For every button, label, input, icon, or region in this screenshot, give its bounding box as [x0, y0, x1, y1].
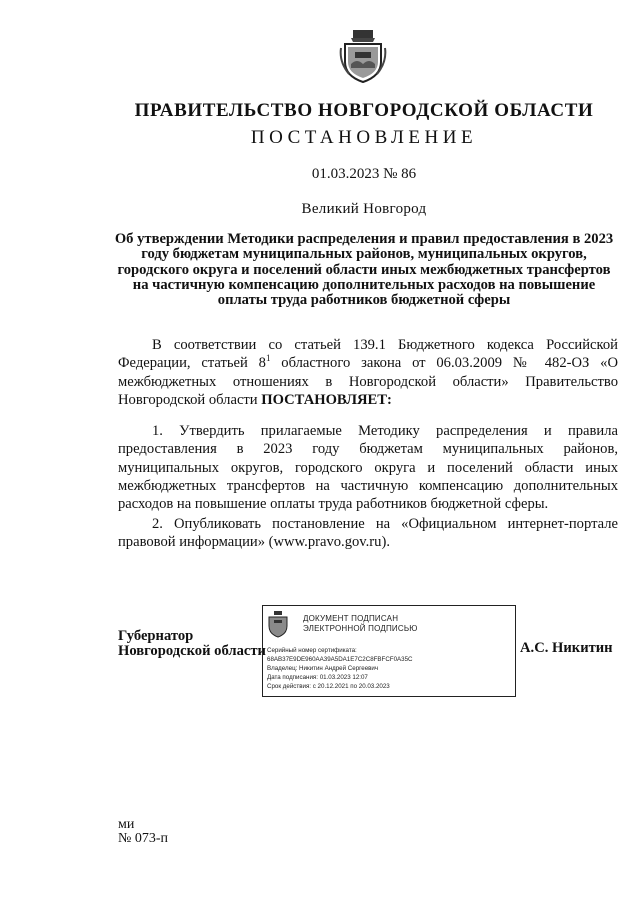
cert-validity: Срок действия: с 20.12.2021 по 20.03.2023 [267, 683, 390, 690]
document-subject: Об утверждении Методики распределения и правил предоставления в 2023 году бюджетам муниципальных районов, муниципальных округов, городского округа и поселений области иных межбюджетных трансфертов на частичную компенсацию дополнительных расходов на повышение оплаты труда работников бюджетной сферы [114, 231, 614, 309]
cert-owner: Владелец: Никитин Андрей Сергеевич [267, 665, 379, 672]
stamp-emblem-icon [267, 610, 289, 638]
resolves-keyword: ПОСТАНОВЛЯЕТ: [261, 391, 392, 408]
preamble-text: В соответствии со статьей 139.1 Бюджетного кодекса Российской Федерации, статьей 8 [118, 337, 618, 372]
document-type: ПОСТАНОВЛЕНИЕ [250, 127, 478, 148]
clause-1: 1. Утвердить прилагаемые Методику распределения и правила предоставления в 2023 году бюджетам муниципальных районов, муниципальных округов, городского округа и поселений области иных межбюджетных трансфертов на частичную компенсацию дополнительных расходов на повышение оплаты труда работников бюджетной сферы. [118, 423, 618, 513]
government-title: ПРАВИТЕЛЬСТВО НОВГОРОДСКОЙ ОБЛАСТИ [134, 100, 594, 121]
city-name: Великий Новгород [301, 201, 427, 217]
stamp-heading-line-2: ЭЛЕКТРОННОЙ ПОДПИСЬЮ [303, 624, 418, 633]
clause-2: 2. Опубликовать постановление на «Официальном интернет-портале правовой информации» (www.pravo.gov.ru). [118, 516, 618, 551]
preamble-text-cont: областного закона от 06.03.2009 № 482-ОЗ «О межбюджетных отношениях в Новгородской области» Правительство Новгородской области [118, 355, 618, 408]
preamble-paragraph [118, 336, 618, 409]
signatory-position [118, 629, 266, 658]
document-code: № 073-п [118, 831, 169, 846]
stamp-heading-line-1: ДОКУМЕНТ ПОДПИСАН [303, 614, 399, 623]
stamp-heading [303, 614, 418, 634]
position-line-2: Новгородской области [118, 642, 266, 659]
document-footer [118, 818, 168, 846]
executor-initials: ми [118, 817, 135, 832]
signing-date: Дата подписания: 01.03.2023 12:07 [267, 674, 368, 681]
e-signature-stamp [262, 605, 516, 697]
coat-of-arms-icon [339, 28, 387, 84]
cert-value: 68AB37E9DE960AA39A5DA1E7C2C8FBFCF0A35C [267, 656, 413, 663]
document-date-number: 01.03.2023 № 86 [311, 166, 417, 182]
cert-label: Серийный номер сертификата: [267, 647, 357, 654]
signatory-name: А.С. Никитин [520, 640, 613, 656]
position-line-1: Губернатор [118, 628, 194, 644]
article-superscript: 1 [265, 353, 271, 364]
